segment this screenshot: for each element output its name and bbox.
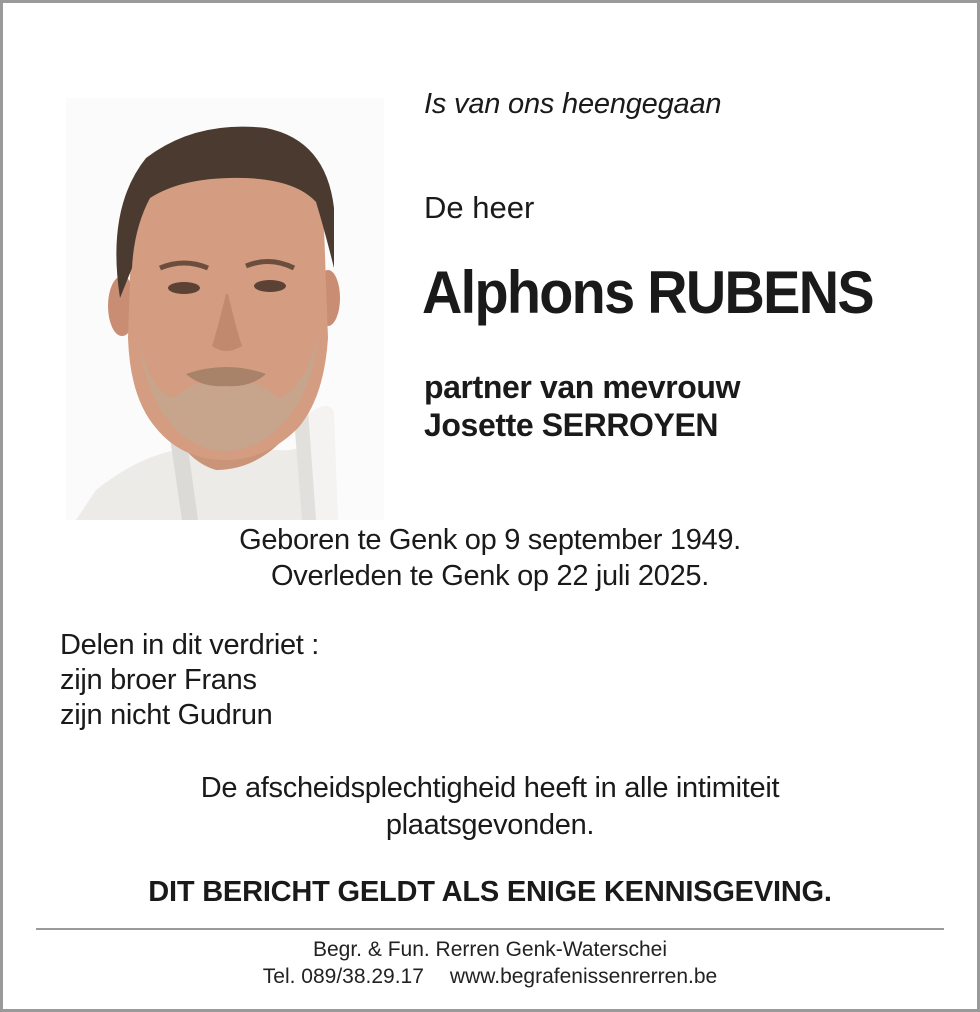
sole-notice: DIT BERICHT GELDT ALS ENIGE KENNISGEVING.	[148, 876, 832, 908]
death-date: Overleden te Genk op 22 juli 2025.	[271, 560, 709, 592]
mourner-item: zijn broer Frans	[60, 664, 257, 696]
mourners-section	[60, 628, 319, 733]
life-dates	[0, 522, 980, 594]
ceremony-text	[0, 770, 980, 844]
honorific-title: De heer	[424, 190, 535, 225]
mourners-heading: Delen in dit verdriet :	[60, 629, 320, 661]
footer-divider	[36, 928, 944, 930]
funeral-home-name: Begr. & Fun. Rerren Genk-Waterschei	[312, 938, 668, 961]
ceremony-line-1: De afscheidsplechtigheid heeft in alle intimiteit	[200, 772, 780, 804]
intro-text: Is van ons heengegaan	[424, 88, 722, 120]
portrait-photo	[66, 98, 384, 520]
funeral-home-contact	[0, 963, 980, 990]
funeral-home-footer	[0, 936, 980, 990]
ceremony-line-2: plaatsgevonden.	[385, 809, 595, 841]
mourner-item: zijn nicht Gudrun	[60, 699, 273, 731]
funeral-home-phone: Tel. 089/38.29.17	[262, 965, 424, 988]
partner-info	[424, 368, 740, 444]
birth-date: Geboren te Genk op 9 september 1949.	[239, 524, 741, 556]
deceased-name: Alphons RUBENS	[422, 259, 873, 326]
partner-line-1: partner van mevrouw	[424, 369, 741, 405]
partner-line-2: Josette SERROYEN	[424, 407, 719, 443]
funeral-home-website[interactable]: www.begrafenissenrerren.be	[449, 965, 718, 988]
